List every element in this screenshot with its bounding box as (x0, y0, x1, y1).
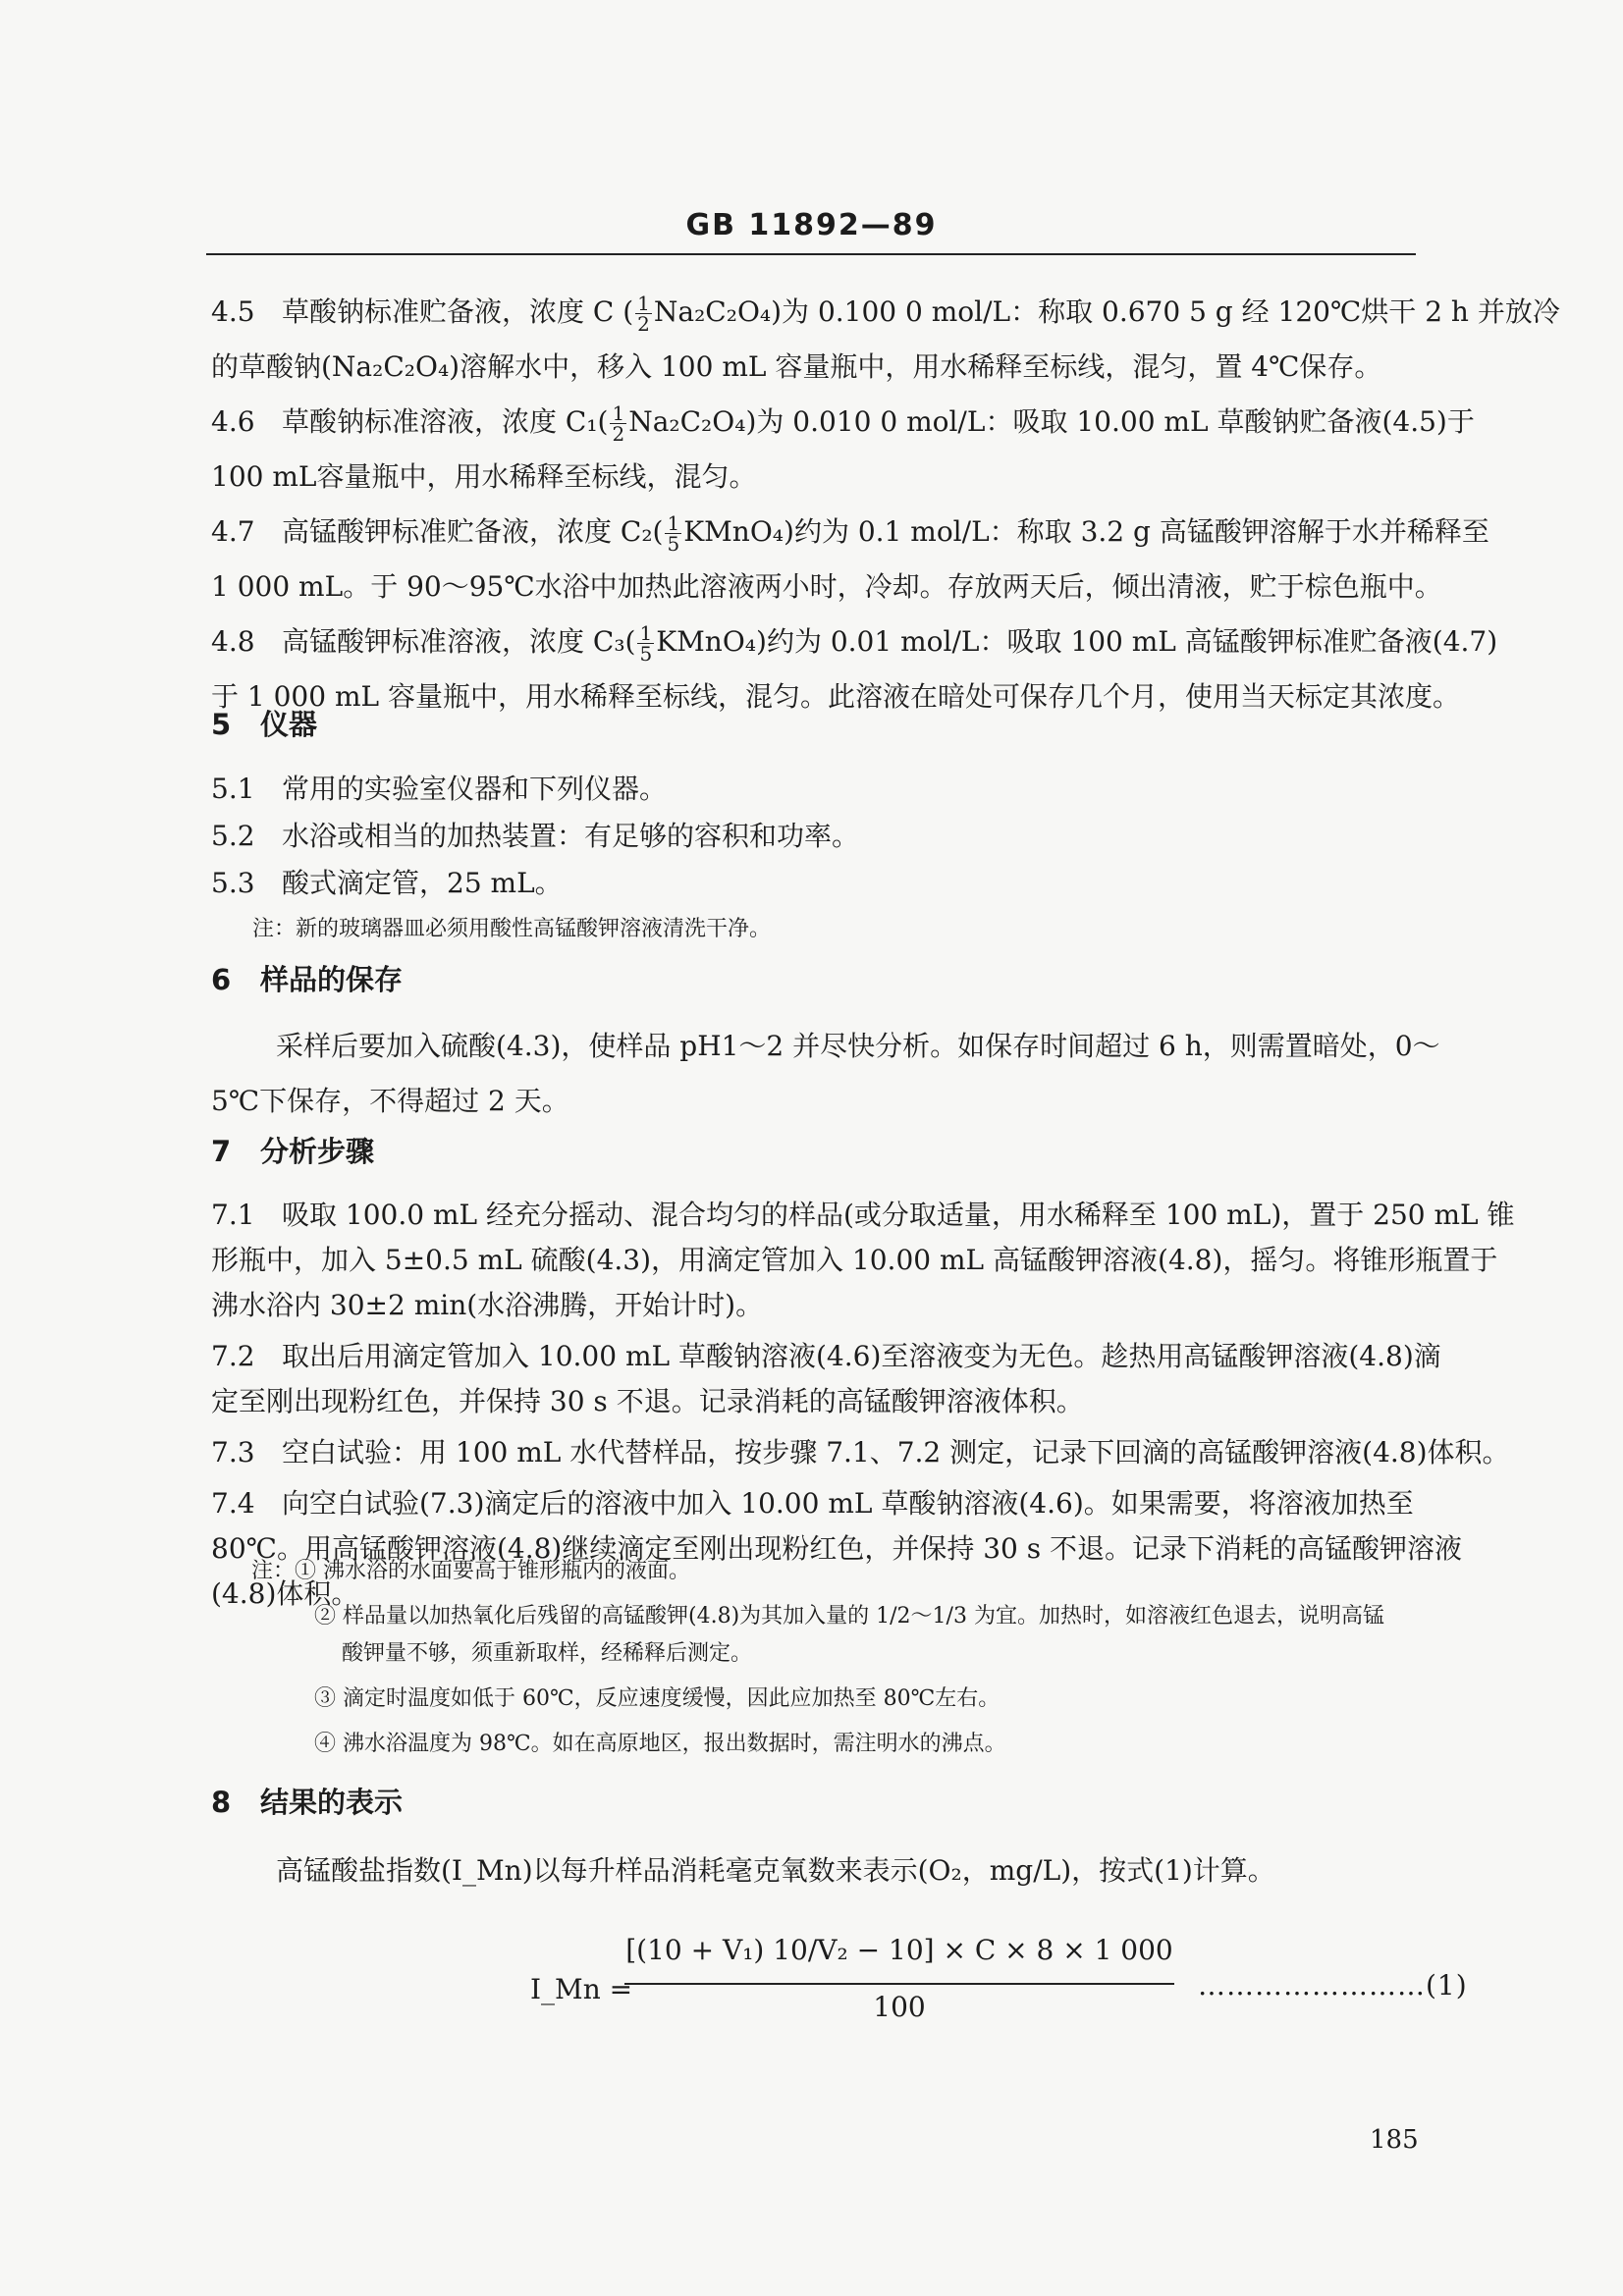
fraction (635, 294, 652, 334)
step-number: 7.1 (211, 1199, 255, 1231)
page-header-standard-number: GB 11892—89 (685, 208, 938, 242)
section-heading (211, 1775, 1448, 1830)
formula-lhs: I_Mn = (530, 1973, 633, 2005)
formula-reference-number: ……………………(1) (1198, 1969, 1468, 2002)
note-2-line-1: ② 样品量以加热氧化后残留的高锰酸钾(4.8)为其加入量的 1/2～1/3 为宜。加热时，如溶液红色退去，说明高锰 (314, 1604, 1384, 1629)
reagent-4-5-line-2: 的草酸钠(Na₂C₂O₄)溶解水中，移入 100 mL 容量瓶中，用水稀释至标线，混匀，置 4℃保存。 (211, 350, 1382, 383)
note-1: 注：① 沸水浴的水面要高于锥形瓶内的液面。 (251, 1559, 690, 1583)
section-7-notes (251, 1553, 1449, 1763)
step-7-3-line-1 (211, 1425, 1510, 1480)
fraction-bar (624, 1983, 1174, 1985)
note-3: ③ 滴定时温度如低于 60℃，反应速度缓慢，因此应加热至 80℃左右。 (314, 1686, 1001, 1711)
text: 高锰酸钾标准溶液，浓度 C₃( (282, 625, 636, 658)
fraction (610, 403, 626, 444)
section-title: 结果的表示 (260, 1786, 404, 1819)
item-number: 4.7 (211, 515, 255, 548)
section-heading (211, 697, 1448, 752)
section-7 (211, 1124, 1448, 1179)
reagent-4-6-line-1 (211, 395, 1475, 450)
section-5-note: 注：新的玻璃器皿必须用酸性高锰酸钾溶液清洗干净。 (252, 917, 772, 941)
section-number: 5 (211, 708, 232, 741)
section-6-paragraph: 采样后要加入硫酸(4.3)，使样品 pH1～2 并尽快分析。如保存时间超过 6 h，则需置暗处，0～5℃下保存，不得超过 2 天。 (211, 1030, 1440, 1117)
fraction-denominator: 5 (667, 532, 680, 556)
header-rule (206, 253, 1416, 255)
formula-denominator: 100 (873, 1991, 926, 2023)
section-number: 7 (211, 1135, 232, 1168)
note-4: ④ 沸水浴温度为 98℃。如在高原地区，报出数据时，需注明水的沸点。 (314, 1732, 1006, 1756)
step-number: 7.3 (211, 1436, 255, 1468)
section-title: 仪器 (260, 708, 318, 741)
fraction-numerator: 1 (667, 511, 680, 535)
item-number: 5.2 (211, 820, 255, 852)
page-number: 185 (1370, 2125, 1419, 2155)
text: 草酸钠标准贮备液，浓度 C ( (282, 295, 634, 328)
item-number: 4.8 (211, 625, 255, 658)
fraction-numerator: 1 (639, 621, 653, 645)
section-8 (211, 1775, 1448, 1898)
section-title: 分析步骤 (260, 1135, 375, 1168)
text: 取出后用滴定管加入 10.00 mL 草酸钠溶液(4.6)至溶液变为无色。趁热用高锰酸钾溶液(4.8)滴 (282, 1340, 1441, 1372)
item-number: 5.3 (211, 867, 255, 899)
section-title: 样品的保存 (260, 963, 404, 996)
formula-numerator: [(10 + V₁) 10/V₂ − 10] × C × 8 × 1 000 (625, 1934, 1173, 1966)
step-7-4-line-3: (4.8)体积。 (211, 1577, 359, 1610)
step-7-2-line-2: 定至刚出现粉红色，并保持 30 s 不退。记录消耗的高锰酸钾溶液体积。 (211, 1385, 1084, 1417)
section-heading (211, 1124, 1448, 1179)
reagent-4-8-line-1 (211, 614, 1498, 669)
reagent-4-5-line-1 (211, 285, 1560, 340)
reagent-list (211, 285, 1560, 724)
formula-1 (530, 1934, 1473, 2042)
fraction-denominator: 2 (637, 312, 650, 336)
step-number: 7.4 (211, 1487, 255, 1520)
text: 草酸钠标准溶液，浓度 C₁( (282, 405, 609, 438)
step-7-1-line-3: 沸水浴内 30±2 min(水浴沸腾，开始计时)。 (211, 1289, 764, 1321)
reagent-4-6-line-2: 100 mL容量瓶中，用水稀释至标线，混匀。 (211, 460, 757, 493)
item-number: 4.6 (211, 405, 255, 438)
fraction-denominator: 5 (639, 642, 653, 666)
item-number: 5.1 (211, 773, 255, 805)
text: Na₂C₂O₄)为 0.010 0 mol/L：吸取 10.00 mL 草酸钠贮备液(4.5)于 (628, 405, 1475, 438)
fraction-denominator: 2 (612, 422, 625, 446)
text: Na₂C₂O₄)为 0.100 0 mol/L：称取 0.670 5 g 经 120℃烘干 2 h 并放冷 (653, 295, 1560, 328)
item-text: 水浴或相当的加热装置：有足够的容积和功率。 (282, 820, 860, 852)
section-6 (211, 952, 1448, 1129)
fraction (665, 513, 681, 554)
section-5 (211, 697, 1448, 752)
text: 向空白试验(7.3)滴定后的溶液中加入 10.00 mL 草酸钠溶液(4.6)。如果需要，将溶液加热至 (282, 1487, 1414, 1520)
text: KMnO₄)约为 0.1 mol/L：称取 3.2 g 高锰酸钾溶解于水并稀释至 (683, 515, 1489, 548)
step-7-4-line-2: 80℃。用高锰酸钾溶液(4.8)继续滴定至刚出现粉红色，并保持 30 s 不退。记录下消耗的高锰酸钾溶液 (211, 1532, 1463, 1565)
section-8-paragraph: 高锰酸盐指数(I_Mn)以每升样品消耗毫克氧数来表示(O₂，mg/L)，按式(1)计算。 (276, 1854, 1275, 1887)
text: 吸取 100.0 mL 经充分摇动、混合均匀的样品(或分取适量，用水稀释至 100 mL)，置于 250 mL 锥 (282, 1199, 1515, 1231)
item-text: 酸式滴定管，25 mL。 (282, 867, 563, 899)
reagent-4-7-line-1 (211, 505, 1489, 560)
text: 空白试验：用 100 mL 水代替样品，按步骤 7.1、7.2 测定，记录下回滴的高锰酸钾溶液(4.8)体积。 (282, 1436, 1510, 1468)
step-number: 7.2 (211, 1340, 255, 1372)
fraction-numerator: 1 (612, 401, 625, 425)
text: KMnO₄)约为 0.01 mol/L：吸取 100 mL 高锰酸钾标准贮备液(4.7) (656, 625, 1498, 658)
fraction-numerator: 1 (637, 292, 650, 315)
section-heading (211, 952, 1448, 1007)
step-7-1-line-2: 形瓶中，加入 5±0.5 mL 硫酸(4.3)，用滴定管加入 10.00 mL 高锰酸钾溶液(4.8)，摇匀。将锥形瓶置于 (211, 1244, 1498, 1276)
reagent-4-8-line-2: 于 1 000 mL 容量瓶中，用水稀释至标线，混匀。此溶液在暗处可保存几个月，使用当天标定其浓度。 (211, 680, 1461, 713)
item-number: 4.5 (211, 295, 255, 328)
section-number: 6 (211, 963, 232, 996)
text: 高锰酸钾标准贮备液，浓度 C₂( (282, 515, 664, 548)
item-5-3 (211, 856, 1448, 911)
reagent-4-7-line-2: 1 000 mL。于 90～95℃水浴中加热此溶液两小时，冷却。存放两天后，倾出清液，贮于棕色瓶中。 (211, 570, 1442, 603)
note-2-line-2: 酸钾量不够，须重新取样，经稀释后测定。 (342, 1641, 753, 1666)
fraction (637, 623, 654, 664)
section-number: 8 (211, 1786, 232, 1819)
section-5-items (211, 762, 1448, 948)
item-text: 常用的实验室仪器和下列仪器。 (282, 773, 668, 805)
